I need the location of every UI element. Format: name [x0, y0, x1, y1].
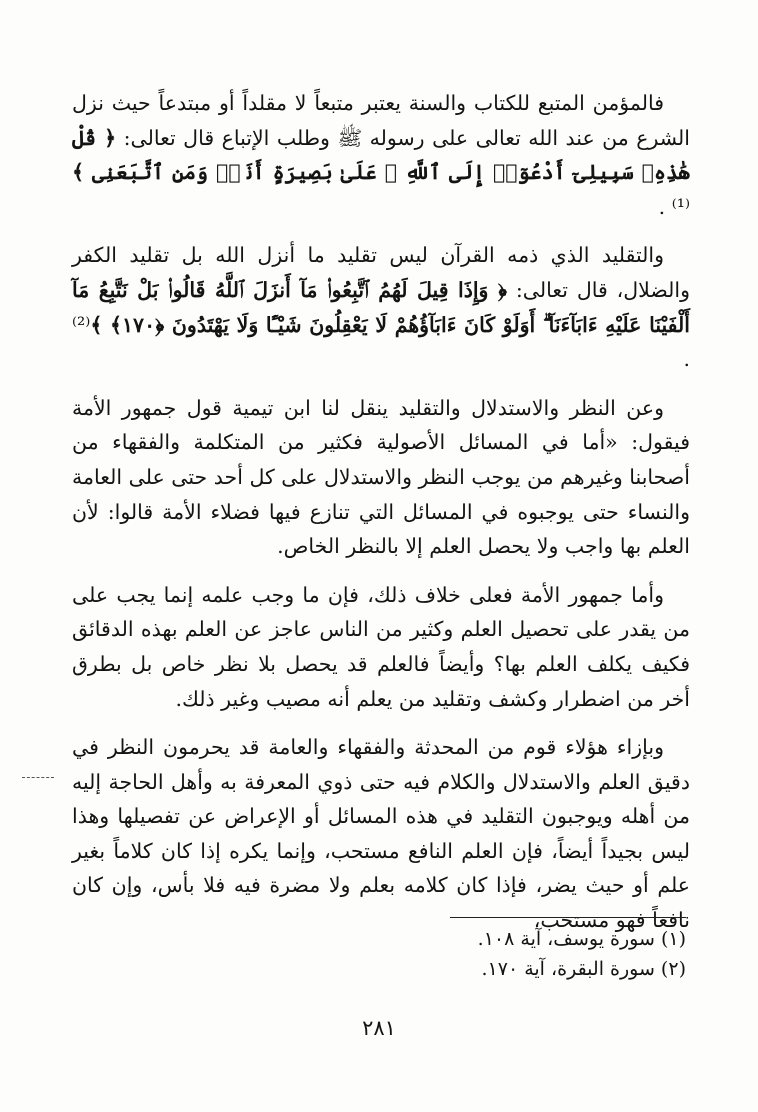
paragraph-text: وأما جمهور الأمة فعلى خلاف ذلك، فإن ما وجب علمه إنما يجب على من يقدر على تحصيل العلم وكثير من الناس عاجز عن العلم بهذه الدقائق فكيف يكلف العلم بها؟ وأيضاً فالعلم قد يحصل بلا نظر خاص بل بطرق أخر من اضطرار وكشف وتقليد من يعلم أنه مصيب وغير ذلك. — [72, 582, 690, 711]
quran-verse: ﴿ وَإِذَا قِيلَ لَهُمُ ٱتَّبِعُوا۟ مَآ أَنزَلَ ٱللَّهُ قَالُوا۟ بَلْ نَتَّبِعُ مَآ أَلْفَيْنَا عَلَيْهِ ءَابَآءَنَآ ۗ أَوَلَوْ كَانَ ءَابَآؤُهُمْ لَا يَعْقِلُونَ شَيْـًٔا وَلَا يَهْتَدُونَ ﴿١٧٠﴾ ﴾ — [72, 277, 690, 337]
paragraph — [72, 578, 690, 716]
quran-verse: ﴿ قُلْ هَٰذِهِۦ سَبِيلِىٓ أَدْعُوٓا۟ إِلَى ٱللَّهِ ۚ عَلَىٰ بَصِيرَةٍ أَنَا۠ وَمَنِ ٱتَّبَعَنِى ﴾ — [72, 125, 690, 185]
paragraph — [72, 238, 690, 376]
paragraph-text: وبإزاء هؤلاء قوم من المحدثة والفقهاء والعامة قد يحرمون النظر في دقيق العلم والاستدلال والكلام فيه حتى ذوي المعرفة به وأهل الحاجة إليه من أهله ويوجبون التقليد في هذه المسائل أو الإعراض عن تفصيلها وهذا ليس بجيداً أيضاً، فإن العلم النافع مستحب، وإنما يكره إذا كان كلاماً بغير علم أو حيث يضر، فإذا كان كلامه بعلم ولا مضرة فيه فلا بأس، وإن كان نافعاً فهو مستحب، — [72, 735, 690, 933]
paragraph — [72, 391, 690, 564]
paragraph-text: وعن النظر والاستدلال والتقليد ينقل لنا ابن تيمية قول جمهور الأمة فيقول: «أما في المسائل الأصولية فكثير من المتكلمة والفقهاء من أصحابنا وغيرهم من يوجب النظر والاستدلال على كل أحد حتى على العامة والنساء حتى يوجبوه في المسائل التي تنازع فيها فضلاء الأمة قالوا: لأن العلم بها واجب ولا يحصل العلم إلا بالنظر الخاص. — [72, 395, 690, 559]
page-number: ٢٨١ — [362, 1016, 396, 1040]
main-text — [72, 86, 690, 952]
paragraph-text: والتقليد الذي ذمه القرآن ليس تقليد ما أنزل الله بل تقليد الكفر والضلال، قال تعالى: — [72, 243, 690, 302]
paragraph — [72, 86, 690, 224]
paragraph-text: ⁽²⁾ . — [72, 312, 690, 372]
footnote-separator — [450, 917, 686, 918]
paragraph-text: فالمؤمن المتبع للكتاب والسنة يعتبر متبعاً لا مقلداً أو مبتدعاً حيث نزل الشرع من عند الله تعالى على رسوله ﷺ وطلب الإتباع قال تعالى: — [72, 91, 690, 150]
paragraph — [72, 730, 690, 938]
footnote-1: (١) سورة يوسف، آية ١٠٨. — [477, 928, 686, 950]
footnotes — [68, 924, 686, 984]
paragraph-text: ⁽¹⁾ . — [658, 194, 690, 219]
margin-mark — [22, 777, 54, 778]
footnote-2: (٢) سورة البقرة، آية ١٧٠. — [481, 958, 686, 980]
